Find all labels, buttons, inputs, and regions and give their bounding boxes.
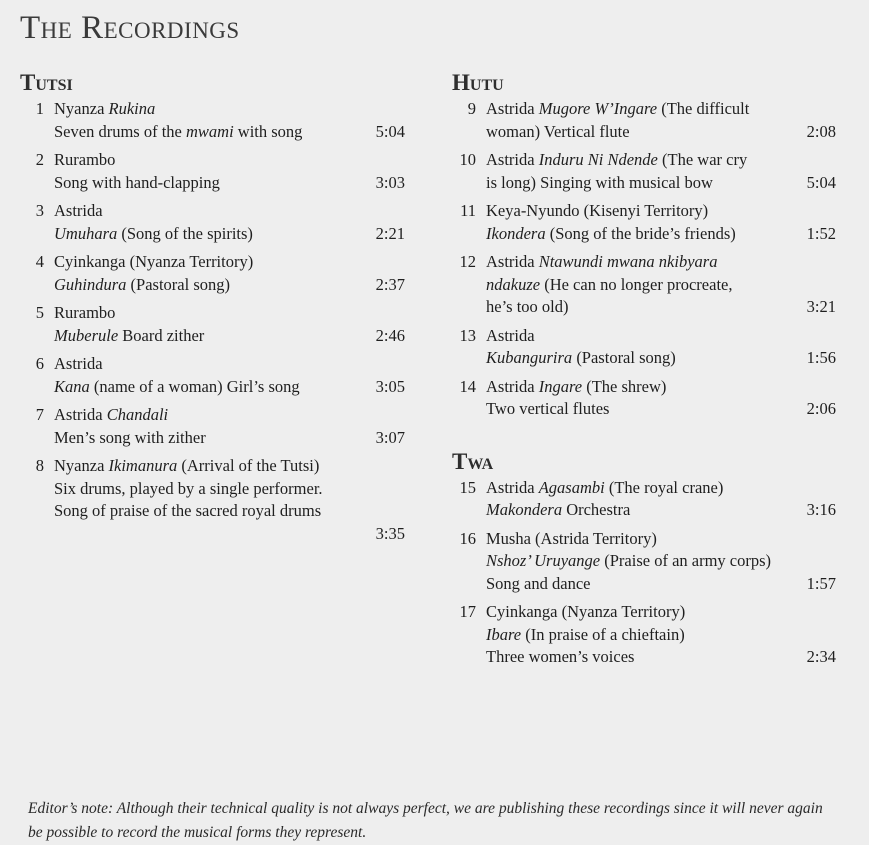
track-text: is long) Singing with musical bow <box>486 172 713 192</box>
track-number: 15 <box>459 477 476 497</box>
track-duration: 3:35 <box>375 523 405 543</box>
track-title-italic: Makondera <box>486 500 563 519</box>
track-text: (name of a woman) Girl’s song <box>89 376 300 396</box>
track-line <box>54 302 359 325</box>
column-right <box>452 70 836 675</box>
track-title-italic: Guhindura <box>54 274 127 294</box>
track-text: Astrida <box>486 376 539 396</box>
track-text: Keya-Nyundo (Kisenyi Territory) <box>486 201 709 220</box>
editors-note: Editor’s note: Although their technical quality is not always perfect, we are publishing these recordings since it will never again be possible to record the musical forms they represent. <box>28 799 823 841</box>
track-line <box>54 500 359 523</box>
track-title-italic: Umuhara <box>54 223 118 243</box>
track-line <box>486 528 790 551</box>
column-left <box>20 70 405 551</box>
track-text: with song <box>233 121 303 141</box>
track-item <box>20 251 405 296</box>
track-text: Song with hand-clapping <box>54 172 220 192</box>
track-title-italic: Ikondera <box>486 223 546 243</box>
track-text: Orchestra <box>562 500 631 519</box>
track-text: Song and dance <box>486 573 591 593</box>
track-line <box>486 398 790 421</box>
track-line <box>486 98 790 121</box>
track-duration: 1:57 <box>806 573 836 593</box>
track-number: 16 <box>459 528 476 548</box>
track-duration: 3:21 <box>806 297 836 316</box>
track-line <box>54 376 359 399</box>
track-text: (Arrival of the Tutsi) <box>177 456 320 475</box>
track-line <box>54 172 359 195</box>
track-duration: 1:52 <box>806 223 836 243</box>
track-description <box>486 325 790 370</box>
track-description <box>486 528 790 596</box>
section-title-tutsi: Tutsi <box>20 70 73 95</box>
track-text: Cyinkanga (Nyanza Territory) <box>486 602 686 621</box>
track-duration: 2:37 <box>375 274 405 294</box>
track-item <box>452 477 836 522</box>
track-line <box>54 121 359 144</box>
track-text: Astrida <box>486 150 539 169</box>
track-description <box>54 149 359 194</box>
track-line <box>54 404 359 427</box>
track-item <box>452 200 836 245</box>
track-line <box>54 478 359 501</box>
track-description <box>486 477 790 522</box>
track-duration: 3:16 <box>806 500 836 519</box>
track-text: Musha (Astrida Territory) <box>486 528 657 548</box>
track-list-twa <box>452 477 836 669</box>
track-description <box>486 98 790 143</box>
track-description <box>54 353 359 398</box>
track-number: 8 <box>35 456 44 475</box>
track-line <box>486 573 790 596</box>
track-text: Astrida <box>486 477 539 497</box>
section-title-hutu: Hutu <box>452 70 504 95</box>
track-item <box>452 98 836 143</box>
track-title-italic: Nshoz’ Uruyange <box>486 551 601 570</box>
track-item <box>20 98 405 143</box>
track-text: (In praise of a chieftain) <box>521 624 685 644</box>
track-line <box>486 624 790 647</box>
track-line <box>54 353 359 376</box>
track-text: Nyanza <box>54 99 109 118</box>
track-title-italic: Agasambi <box>538 477 605 497</box>
track-text: Astrida <box>486 252 539 271</box>
track-line <box>54 200 359 223</box>
section-title-twa: Twa <box>452 448 494 474</box>
track-line <box>486 601 790 624</box>
track-text: Astrida <box>54 354 103 373</box>
track-duration: 3:05 <box>375 376 405 396</box>
track-description <box>486 251 790 319</box>
track-title-italic: ndakuze <box>486 274 541 294</box>
track-duration: 2:46 <box>375 325 405 345</box>
track-line <box>486 149 790 172</box>
track-description <box>486 149 790 194</box>
track-text: Astrida <box>54 201 103 220</box>
track-title-italic: Ibare <box>486 624 522 644</box>
track-list-tutsi <box>20 98 405 545</box>
track-text: (He can no longer procreate, <box>540 274 733 294</box>
track-description <box>54 455 359 545</box>
track-line <box>54 523 359 546</box>
track-title-italic: Mugore W’Ingare <box>538 99 658 118</box>
track-title-italic: Ingare <box>538 376 583 396</box>
track-description <box>54 98 359 143</box>
page-title: The Recordings <box>20 10 240 46</box>
track-duration: 5:04 <box>806 172 836 192</box>
track-line <box>486 223 790 246</box>
track-item <box>452 528 836 596</box>
track-text: woman) Vertical flute <box>486 121 630 141</box>
track-description <box>486 200 790 245</box>
track-line <box>54 274 359 297</box>
track-item <box>20 200 405 245</box>
track-title-italic: Ikimanura <box>108 456 178 475</box>
track-item <box>20 455 405 545</box>
track-line <box>486 172 790 195</box>
track-title-italic: Chandali <box>106 405 169 424</box>
track-text: (The royal crane) <box>604 477 724 497</box>
track-text: Rurambo <box>54 150 116 169</box>
track-number: 5 <box>35 303 44 322</box>
track-number: 6 <box>35 354 44 373</box>
track-text: (The shrew) <box>582 376 667 396</box>
section-hutu <box>452 70 836 421</box>
track-text: Six drums, played by a single performer. <box>54 478 323 498</box>
track-line <box>486 296 790 319</box>
track-number: 10 <box>459 150 476 169</box>
track-text: Astrida <box>54 405 107 424</box>
track-duration: 2:08 <box>806 121 836 141</box>
track-line <box>486 550 790 573</box>
track-duration: 2:21 <box>375 223 405 243</box>
track-line <box>486 274 790 297</box>
track-duration: 2:06 <box>806 399 836 418</box>
track-line <box>486 347 790 370</box>
track-line <box>54 223 359 246</box>
track-text: (Song of the spirits) <box>117 223 253 243</box>
track-text: (Pastoral song) <box>572 348 676 367</box>
track-title-italic: Ntawundi mwana nkibyara <box>538 252 718 271</box>
track-text: Astrida <box>486 325 535 345</box>
track-text: Two vertical flutes <box>486 399 610 418</box>
track-number: 7 <box>35 405 44 424</box>
track-item <box>20 353 405 398</box>
section-twa <box>452 449 836 669</box>
track-line <box>486 200 790 223</box>
track-text: (Pastoral song) <box>126 274 230 294</box>
track-text: (Song of the bride’s friends) <box>545 223 736 243</box>
track-description <box>54 251 359 296</box>
track-number: 9 <box>467 99 476 118</box>
track-duration: 3:07 <box>375 427 405 447</box>
track-text: Men’s song with zither <box>54 427 206 447</box>
track-line <box>486 477 790 500</box>
track-description <box>54 302 359 347</box>
track-text: Three women’s voices <box>486 647 635 666</box>
track-text: he’s too old) <box>486 297 569 316</box>
track-title-italic: Induru Ni Ndende <box>538 150 658 169</box>
track-duration: 2:34 <box>806 647 836 666</box>
track-line <box>54 325 359 348</box>
track-line <box>54 427 359 450</box>
track-text: (Praise of an army corps) <box>600 551 772 570</box>
track-list-hutu <box>452 98 836 421</box>
track-text: (The difficult <box>657 99 750 118</box>
track-line <box>486 325 790 348</box>
track-number: 17 <box>459 602 476 621</box>
track-number: 1 <box>35 99 44 118</box>
track-number: 4 <box>35 252 44 271</box>
track-text: Rurambo <box>54 303 116 322</box>
track-item <box>20 302 405 347</box>
track-description <box>54 404 359 449</box>
track-description <box>486 601 790 669</box>
track-item <box>20 404 405 449</box>
track-line <box>486 251 790 274</box>
track-description <box>54 200 359 245</box>
track-title-italic: Kana <box>54 376 90 396</box>
track-description <box>486 376 790 421</box>
track-item <box>452 376 836 421</box>
track-item <box>452 149 836 194</box>
track-title-italic: Rukina <box>108 99 156 118</box>
track-line <box>54 251 359 274</box>
track-title-italic: mwami <box>185 121 234 141</box>
track-number: 12 <box>459 252 476 271</box>
track-number: 2 <box>35 150 44 169</box>
track-item <box>20 149 405 194</box>
track-text: Nyanza <box>54 456 109 475</box>
track-line <box>486 376 790 399</box>
track-text: Astrida <box>486 99 539 118</box>
track-line <box>486 499 790 522</box>
track-number: 11 <box>460 201 476 220</box>
track-text: Song of praise of the sacred royal drums <box>54 501 322 520</box>
track-text: Seven drums of the <box>54 121 186 141</box>
track-title-italic: Muberule <box>54 325 119 345</box>
track-line <box>54 98 359 121</box>
track-text: Cyinkanga (Nyanza Territory) <box>54 252 254 271</box>
track-line <box>486 121 790 144</box>
track-item <box>452 251 836 319</box>
track-title-italic: Kubangurira <box>486 348 573 367</box>
track-text: (The war cry <box>657 150 748 169</box>
track-number: 13 <box>459 325 476 345</box>
track-line <box>54 455 359 478</box>
track-duration: 3:03 <box>375 172 405 192</box>
track-item <box>452 601 836 669</box>
track-number: 14 <box>459 376 476 396</box>
track-duration: 5:04 <box>375 121 405 141</box>
track-duration: 1:56 <box>806 348 836 367</box>
track-line <box>54 149 359 172</box>
track-item <box>452 325 836 370</box>
track-line <box>486 646 790 669</box>
track-number: 3 <box>35 201 44 220</box>
section-spacer <box>452 427 836 449</box>
track-text: Board zither <box>118 325 205 345</box>
section-tutsi <box>20 70 405 545</box>
